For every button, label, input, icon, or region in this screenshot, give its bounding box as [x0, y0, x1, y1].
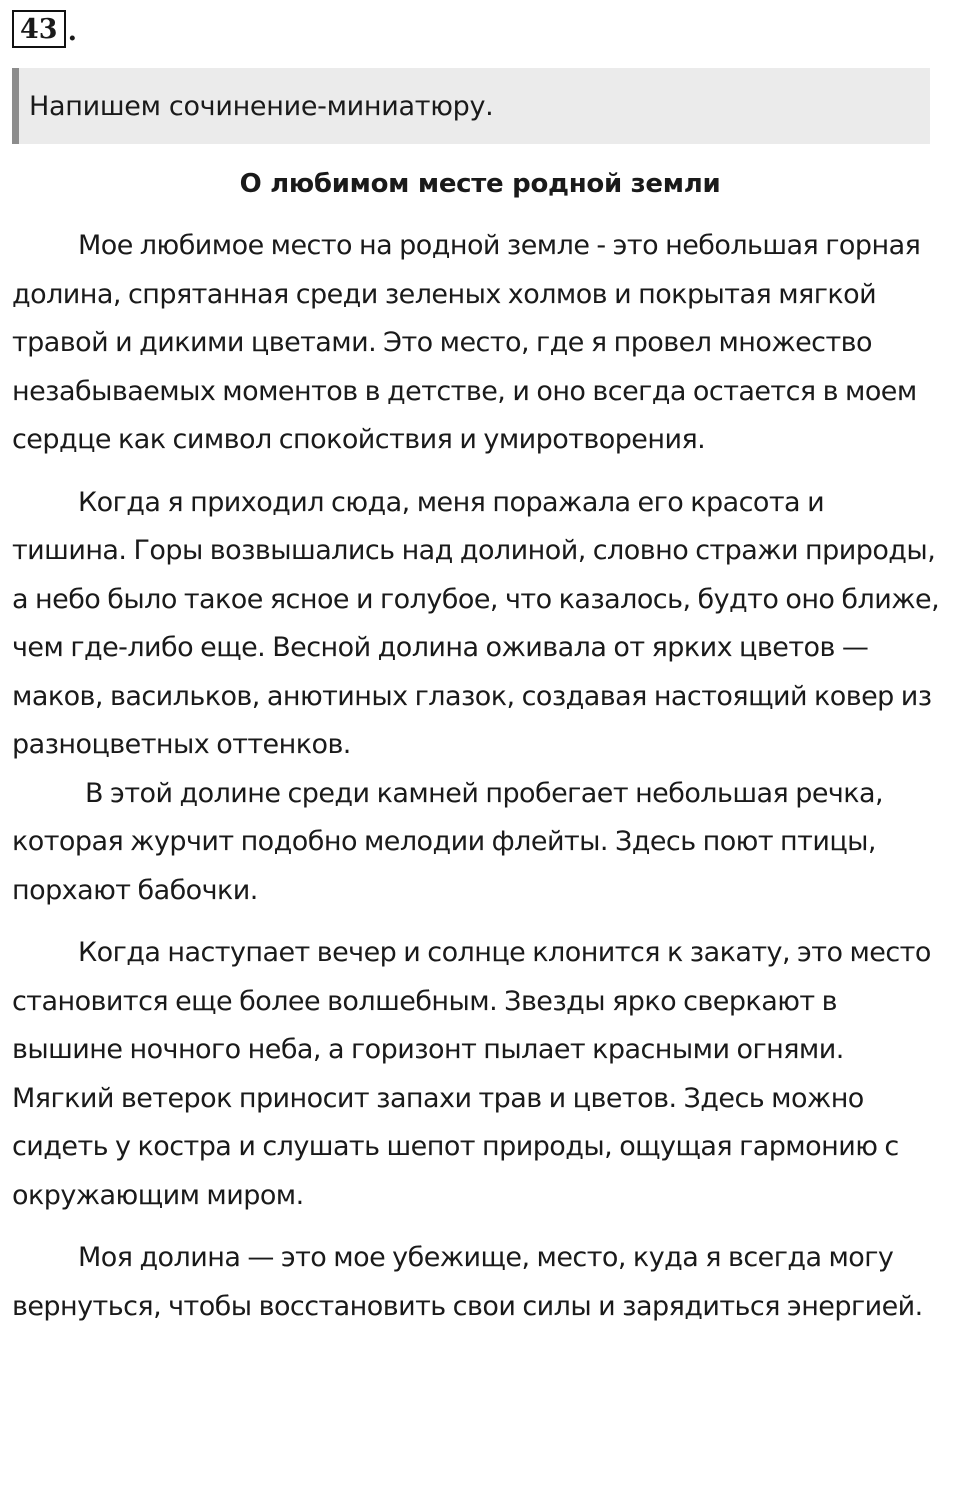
exercise-number-dot: . — [67, 16, 77, 47]
essay-paragraph: Моя долина — это мое убежище, место, куда я всегда могу вернуться, чтобы восстановить свои силы и зарядиться энергией. — [12, 1242, 923, 1322]
task-banner — [12, 68, 930, 144]
essay-paragraph: Мое любимое место на родной земле - это небольшая горная долина, спрятанная среди зеленых холмов и покрытая мягкой травой и дикими цветами. Это место, где я провел множество незабываемых моментов в детстве, и оно всегда остается в моем сердце как символ спокойствия и умиротворения. — [12, 230, 921, 455]
essay-paragraph: Когда наступает вечер и солнце клонится к закату, это место становится еще более волшебным. Звезды ярко сверкают в вышине ночного неба, а горизонт пылает красными огнями. Мягкий ветерок приносит запахи трав и цветов. Здесь можно сидеть у костра и слушать шепот природы, ощущая гармонию с окружающим миром. — [12, 937, 931, 1211]
essay-body — [12, 222, 942, 1331]
exercise-number-box: 43 — [12, 10, 66, 48]
essay-paragraph: Когда я приходил сюда, меня поражала его красота и тишина. Горы возвышались над долиной, словно стражи природы, а небо было такое ясное и голубое, что казалось, будто оно ближе, чем где-либо еще. Весной долина оживала от ярких цветов — маков, васильков, анютиных глазок, создавая настоящий ковер из разноцветных оттенков. — [12, 486, 940, 760]
exercise-number — [12, 10, 77, 48]
essay-paragraph: В этой долине среди камней пробегает небольшая речка, которая журчит подобно мелодии флейты. Здесь поют птицы, порхают бабочки. — [12, 777, 891, 906]
task-text: Напишем сочинение-миниатюру. — [29, 90, 494, 122]
essay-title: О любимом месте родной земли — [239, 169, 721, 199]
